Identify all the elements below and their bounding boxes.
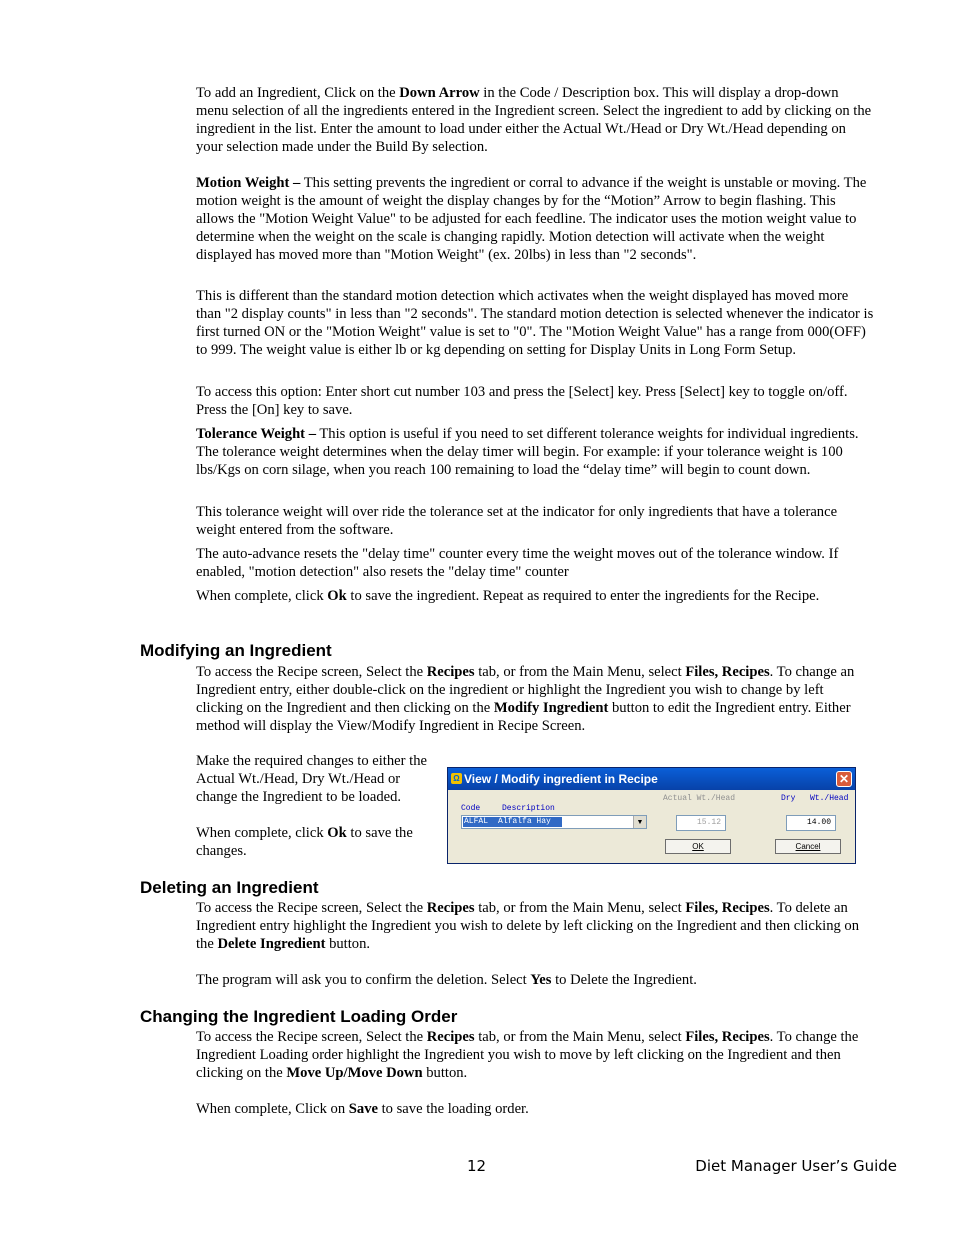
text-run-bold: Ok	[327, 588, 347, 604]
auto-advance-paragraph: The auto-advance resets the "delay time" counter every time the weight moves out of the tolerance window. If enabled, "motion detection" also resets the "delay time" counter	[196, 546, 839, 580]
text-run: This setting prevents the ingredient or corral to advance if the weight is unstable or moving. The motion weight is the amount of weight the display changes by for the “Motion” Arrow to begin flashing. This allows the "Motion Weight Value" to be adjusted for each feedline. The indicator uses the motion weight value to determine when the weight on the scale is changing rapidly. Motion detection will activate when the weight displayed has moved more than "Motion Weight" (ex. 20lbs) in less than "2 seconds".	[196, 175, 867, 263]
tolerance-weight-title: Tolerance Weight –	[196, 426, 316, 442]
dry-label: Dry	[781, 794, 796, 803]
text-run: When complete, Click on	[196, 1101, 349, 1117]
text-run: To access the Recipe screen, Select the	[196, 1029, 427, 1045]
actual-wt-field[interactable]: 15.12	[676, 815, 726, 831]
modify-heading: Modifying an Ingredient	[140, 641, 332, 660]
description-label: Description	[502, 804, 555, 813]
modify-ingredient-dialog	[447, 767, 856, 864]
text-run-bold: Save	[348, 1101, 378, 1117]
actual-wt-label: Actual Wt./Head	[663, 794, 736, 803]
text-run-bold: Recipes	[426, 664, 475, 680]
text-run: . To delete an Ingredient entry highlight the Ingredient you wish to delete by left clicking on the Ingredient and then clicking on the	[196, 900, 860, 952]
text-run: This option is useful if you need to set different tolerance weights for individual ingredients. The tolerance weight determines when the delay timer will begin. For example: if your tolerance weight is 100 lbs/Kgs on corn silage, when you reach 100 remaining to load the “delay time” will begin to count down.	[196, 426, 859, 478]
text-run: button.	[422, 1065, 468, 1081]
tolerance-weight-paragraph	[196, 425, 874, 479]
code-label: Code	[461, 804, 481, 813]
text-run-bold: Files, Recipes	[685, 664, 770, 680]
guide-title: Diet Manager User’s Guide	[695, 1157, 897, 1175]
text-run: to save the loading order.	[377, 1101, 529, 1117]
intro-paragraph	[196, 84, 874, 156]
tolerance-override-paragraph: This tolerance weight will over ride the tolerance set at the indicator for only ingredients that have a tolerance weight entered from the software.	[196, 504, 838, 538]
motion-weight-paragraph	[196, 174, 874, 264]
order-heading: Changing the Ingredient Loading Order	[140, 1007, 458, 1026]
text-run-bold: Yes	[530, 972, 552, 988]
modify-changes-paragraph: Make the required changes to either the Actual Wt./Head, Dry Wt./Head or change the Ingredient to be loaded.	[196, 753, 427, 805]
text-run-bold: Recipes	[426, 1029, 475, 1045]
modify-paragraph	[196, 663, 874, 735]
order-save-paragraph	[196, 1100, 874, 1118]
text-run: To add an Ingredient, Click on the	[196, 85, 400, 101]
chevron-down-icon[interactable]: ▼	[633, 816, 646, 828]
text-run: When complete, click	[196, 588, 328, 604]
delete-confirm-paragraph	[196, 971, 874, 989]
text-run: to save the ingredient. Repeat as required to enter the ingredients for the Recipe.	[346, 588, 820, 604]
delete-heading: Deleting an Ingredient	[140, 878, 319, 897]
delete-paragraph	[196, 899, 874, 953]
dialog-titlebar	[448, 768, 855, 790]
text-run-bold: Ok	[327, 825, 347, 841]
text-run: tab, or from the Main Menu, select	[474, 1029, 686, 1045]
text-run-bold: Down Arrow	[399, 85, 480, 101]
text-run: tab, or from the Main Menu, select	[474, 664, 686, 680]
code-description-combo[interactable]	[461, 815, 647, 829]
when-complete-paragraph	[196, 587, 874, 605]
text-run-bold: Delete Ingredient	[217, 936, 326, 952]
text-run: to save the changes.	[196, 825, 413, 859]
text-run: To access the Recipe screen, Select the	[196, 664, 427, 680]
combo-selected-value	[463, 817, 562, 827]
code-value: ALFAL	[464, 817, 489, 826]
text-run: button.	[325, 936, 371, 952]
text-run-bold: Files, Recipes	[685, 1029, 770, 1045]
cancel-button[interactable]: Cancel	[775, 839, 841, 854]
text-run: . To change the Ingredient Loading order highlight the Ingredient you wish to move by left clicking on the Ingredient and then clicking on the	[196, 1029, 859, 1081]
motion-weight-title: Motion Weight –	[196, 175, 301, 191]
ok-button[interactable]: OK	[665, 839, 731, 854]
text-run: The program will ask you to confirm the deletion. Select	[196, 972, 531, 988]
wt-head-label: Wt./Head	[810, 794, 849, 803]
text-run: in the Code / Description box. This will display a drop-down menu selection of all the ingredients entered in the Ingredient screen. Select the ingredient to add by clicking on the ingredient in the list. Enter the amount to load under either the Actual Wt./Head or Dry Wt./Head depending on your selection made under the Build By selection.	[196, 85, 872, 155]
text-run-bold: Files, Recipes	[685, 900, 770, 916]
dry-wt-field[interactable]: 14.00	[786, 815, 836, 831]
text-run-bold: Move Up/Move Down	[286, 1065, 423, 1081]
text-run-bold: Recipes	[426, 900, 475, 916]
text-run: tab, or from the Main Menu, select	[474, 900, 686, 916]
close-icon[interactable]: ✕	[836, 771, 852, 787]
app-icon: Ω	[451, 773, 462, 784]
description-value: Alfalfa Hay	[498, 817, 551, 826]
access-option-paragraph: To access this option: Enter short cut number 103 and press the [Select] key. Press [Select] key to toggle on/off. Press the [On] key to save.	[196, 384, 848, 418]
page-number: 12	[467, 1157, 487, 1175]
dialog-title: View / Modify ingredient in Recipe	[464, 772, 658, 786]
text-run-bold: Modify Ingredient	[493, 700, 609, 716]
modify-complete-paragraph	[196, 824, 436, 860]
text-run: button to edit the Ingredient entry. Either method will display the View/Modify Ingredient in Recipe Screen.	[196, 700, 851, 734]
text-run: When complete, click	[196, 825, 328, 841]
text-run: to Delete the Ingredient.	[551, 972, 697, 988]
text-run: . To change an Ingredient entry, either double-click on the ingredient or highlight the Ingredient you wish to change by left clicking on the Ingredient and then clicking on the	[196, 664, 855, 716]
motion-detection-paragraph: This is different than the standard motion detection which activates when the weight displayed has moved more than "2 display counts" in less than "2 seconds". The standard motion detection is selected whenever the indicator is first turned ON or the "Motion Weight" value is set to "0". The "Motion Weight Value" has a range from 000(OFF) to 999. The weight value is either lb or kg depending on setting for Display Units in Long Form Setup.	[196, 288, 874, 358]
text-run: To access the Recipe screen, Select the	[196, 900, 427, 916]
order-paragraph	[196, 1028, 874, 1082]
